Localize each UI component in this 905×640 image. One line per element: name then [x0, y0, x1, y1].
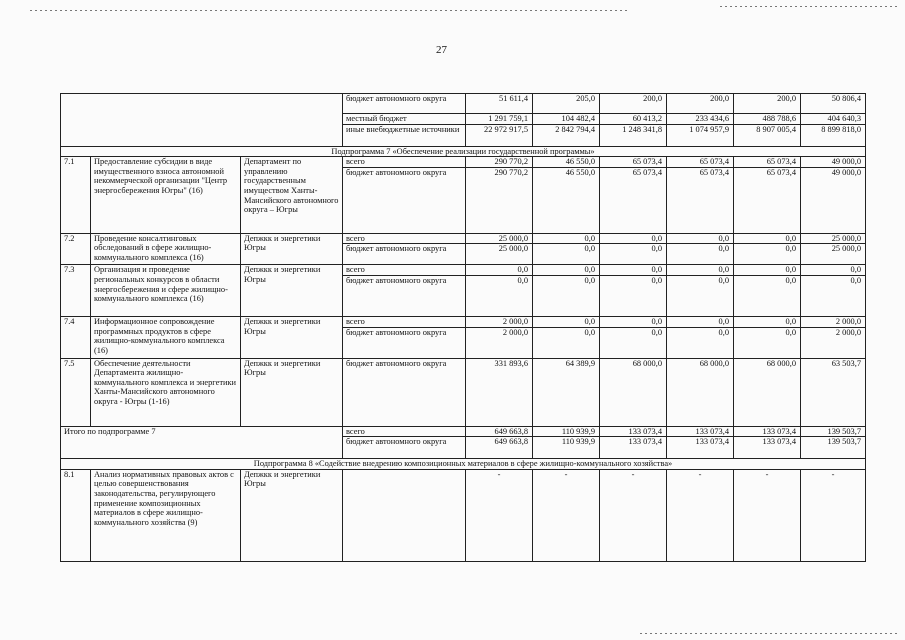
value-cell: 133 073,4 — [600, 437, 667, 459]
item-number: 8.1 — [61, 469, 91, 561]
value-cell: 404 640,3 — [801, 114, 866, 125]
value-cell: 2 000,0 — [466, 316, 533, 327]
table-row — [61, 459, 866, 470]
value-cell: 25 000,0 — [466, 233, 533, 244]
table-row — [61, 157, 866, 168]
subprogram-title: Подпрограмма 8 «Содействие внедрению композиционных материалов в сфере жилищно-коммунального хозяйства» — [61, 459, 866, 470]
value-cell: - — [667, 469, 734, 561]
value-cell: 0,0 — [667, 233, 734, 244]
value-cell: 65 073,4 — [667, 167, 734, 233]
value-cell: 0,0 — [600, 265, 667, 276]
value-cell: 65 073,4 — [734, 167, 801, 233]
table-row — [61, 316, 866, 327]
table-row — [61, 94, 866, 114]
value-cell: 0,0 — [667, 244, 734, 265]
value-cell: 2 842 794,4 — [533, 124, 600, 146]
source-cell — [343, 469, 466, 561]
value-cell: - — [600, 469, 667, 561]
value-cell: 25 000,0 — [801, 233, 866, 244]
value-cell: 50 806,4 — [801, 94, 866, 114]
value-cell: 0,0 — [667, 327, 734, 358]
item-name: Организация и проведение региональных конкурсов в области энергосбережения и сфере жилищно-коммунального комплекса (16) — [91, 265, 241, 317]
value-cell: 0,0 — [734, 327, 801, 358]
item-name: Анализ нормативных правовых актов с целью совершенствования законодательства, регулирующего применение композиционных материалов в сфере жилищно-коммунального хозяйства (9) — [91, 469, 241, 561]
value-cell: 0,0 — [533, 244, 600, 265]
source-cell: всего — [343, 426, 466, 437]
value-cell: 133 073,4 — [734, 426, 801, 437]
item-executor: Депжкк и энергетики Югры — [241, 265, 343, 317]
value-cell: 0,0 — [734, 233, 801, 244]
value-cell: 290 770,2 — [466, 167, 533, 233]
value-cell: 331 893,6 — [466, 358, 533, 426]
value-cell: 205,0 — [533, 94, 600, 114]
value-cell: 0,0 — [734, 275, 801, 316]
source-cell: бюджет автономного округа — [343, 327, 466, 358]
item-name: Обеспечение деятельности Департамента жилищно-коммунального комплекса и энергетики Ханты-Мансийского автономного округа - Югры (1-16) — [91, 358, 241, 426]
value-cell: 2 000,0 — [801, 327, 866, 358]
subprogram-title: Подпрограмма 7 «Обеспечение реализации государственной программы» — [61, 146, 866, 157]
scan-artifact-bottom — [640, 633, 900, 634]
item-executor: Депжкк и энергетики Югры — [241, 469, 343, 561]
item-name: Предоставление субсидии в виде имущественного взноса автономной некоммерческой организации "Центр энергосбережения Югры" (16) — [91, 157, 241, 234]
table-row — [61, 233, 866, 244]
source-cell: бюджет автономного округа — [343, 94, 466, 114]
value-cell: 0,0 — [734, 316, 801, 327]
value-cell: 49 000,0 — [801, 157, 866, 168]
source-cell: местный бюджет — [343, 114, 466, 125]
value-cell: 0,0 — [734, 244, 801, 265]
item-number: 7.4 — [61, 316, 91, 358]
value-cell: 200,0 — [667, 94, 734, 114]
value-cell: 49 000,0 — [801, 167, 866, 233]
value-cell: 0,0 — [600, 244, 667, 265]
value-cell: 0,0 — [667, 265, 734, 276]
value-cell: 0,0 — [667, 316, 734, 327]
value-cell: 200,0 — [600, 94, 667, 114]
value-cell: 8 899 818,0 — [801, 124, 866, 146]
value-cell: 0,0 — [600, 316, 667, 327]
value-cell: 0,0 — [667, 275, 734, 316]
item-name: Информационное сопровождение программных продуктов в сфере жилищно-коммунального комплекса (16) — [91, 316, 241, 358]
table-row — [61, 265, 866, 276]
item-number: 7.3 — [61, 265, 91, 317]
value-cell: 290 770,2 — [466, 157, 533, 168]
value-cell: 65 073,4 — [600, 157, 667, 168]
value-cell: 1 291 759,1 — [466, 114, 533, 125]
value-cell: 65 073,4 — [667, 157, 734, 168]
item-executor: Депжкк и энергетики Югры — [241, 233, 343, 265]
value-cell: 139 503,7 — [801, 426, 866, 437]
item-executor: Депжкк и энергетики Югры — [241, 316, 343, 358]
value-cell: 488 788,6 — [734, 114, 801, 125]
value-cell: 233 434,6 — [667, 114, 734, 125]
value-cell: 0,0 — [734, 265, 801, 276]
total-label: Итого по подпрограмме 7 — [61, 426, 343, 459]
table-row — [61, 469, 866, 561]
source-cell: всего — [343, 157, 466, 168]
value-cell: 1 074 957,9 — [667, 124, 734, 146]
value-cell: - — [466, 469, 533, 561]
value-cell: 46 550,0 — [533, 167, 600, 233]
item-executor: Департамент по управлению государственным имуществом Ханты-Мансийского автономного округа – Югры — [241, 157, 343, 234]
item-number: 7.1 — [61, 157, 91, 234]
value-cell: 0,0 — [533, 265, 600, 276]
value-cell: 133 073,4 — [667, 437, 734, 459]
source-cell: бюджет автономного округа — [343, 244, 466, 265]
value-cell: 51 611,4 — [466, 94, 533, 114]
value-cell: 0,0 — [533, 275, 600, 316]
value-cell: 0,0 — [466, 265, 533, 276]
value-cell: - — [533, 469, 600, 561]
value-cell: 139 503,7 — [801, 437, 866, 459]
value-cell: 200,0 — [734, 94, 801, 114]
item-number: 7.5 — [61, 358, 91, 426]
page-number: 27 — [436, 44, 447, 56]
value-cell: 65 073,4 — [734, 157, 801, 168]
value-cell: 0,0 — [533, 327, 600, 358]
value-cell: 8 907 005,4 — [734, 124, 801, 146]
value-cell: 25 000,0 — [466, 244, 533, 265]
item-name: Проведение консалтинговых обследований в сфере жилищно-коммунального комплекса (16) — [91, 233, 241, 265]
value-cell: 0,0 — [600, 327, 667, 358]
value-cell: 2 000,0 — [466, 327, 533, 358]
scan-artifact-top — [30, 10, 630, 11]
value-cell: 65 073,4 — [600, 167, 667, 233]
value-cell: 133 073,4 — [600, 426, 667, 437]
budget-table — [60, 93, 866, 562]
item-executor: Депжкк и энергетики Югры — [241, 358, 343, 426]
value-cell: 133 073,4 — [734, 437, 801, 459]
value-cell: 649 663,8 — [466, 426, 533, 437]
empty-cell — [61, 94, 343, 147]
value-cell: 68 000,0 — [734, 358, 801, 426]
value-cell: 68 000,0 — [667, 358, 734, 426]
value-cell: 0,0 — [533, 316, 600, 327]
value-cell: 63 503,7 — [801, 358, 866, 426]
value-cell: 649 663,8 — [466, 437, 533, 459]
source-cell: всего — [343, 316, 466, 327]
value-cell: 0,0 — [801, 275, 866, 316]
value-cell: 0,0 — [600, 275, 667, 316]
source-cell: иные внебюджетные источники — [343, 124, 466, 146]
source-cell: бюджет автономного округа — [343, 167, 466, 233]
source-cell: бюджет автономного округа — [343, 275, 466, 316]
value-cell: 46 550,0 — [533, 157, 600, 168]
table-row — [61, 146, 866, 157]
table-body — [61, 94, 866, 562]
value-cell: - — [734, 469, 801, 561]
source-cell: бюджет автономного округа — [343, 437, 466, 459]
value-cell: 133 073,4 — [667, 426, 734, 437]
value-cell: 2 000,0 — [801, 316, 866, 327]
value-cell: 1 248 341,8 — [600, 124, 667, 146]
value-cell: 104 482,4 — [533, 114, 600, 125]
source-cell: бюджет автономного округа — [343, 358, 466, 426]
value-cell: 60 413,2 — [600, 114, 667, 125]
value-cell: 0,0 — [466, 275, 533, 316]
source-cell: всего — [343, 233, 466, 244]
source-cell: всего — [343, 265, 466, 276]
item-number: 7.2 — [61, 233, 91, 265]
value-cell: 110 939,9 — [533, 437, 600, 459]
value-cell: 22 972 917,5 — [466, 124, 533, 146]
table-row — [61, 358, 866, 426]
value-cell: 0,0 — [533, 233, 600, 244]
value-cell: 64 389,9 — [533, 358, 600, 426]
table-row — [61, 426, 866, 437]
value-cell: 110 939,9 — [533, 426, 600, 437]
value-cell: 25 000,0 — [801, 244, 866, 265]
value-cell: 68 000,0 — [600, 358, 667, 426]
scan-artifact-top-right — [720, 6, 900, 7]
value-cell: 0,0 — [801, 265, 866, 276]
value-cell: - — [801, 469, 866, 561]
value-cell: 0,0 — [600, 233, 667, 244]
